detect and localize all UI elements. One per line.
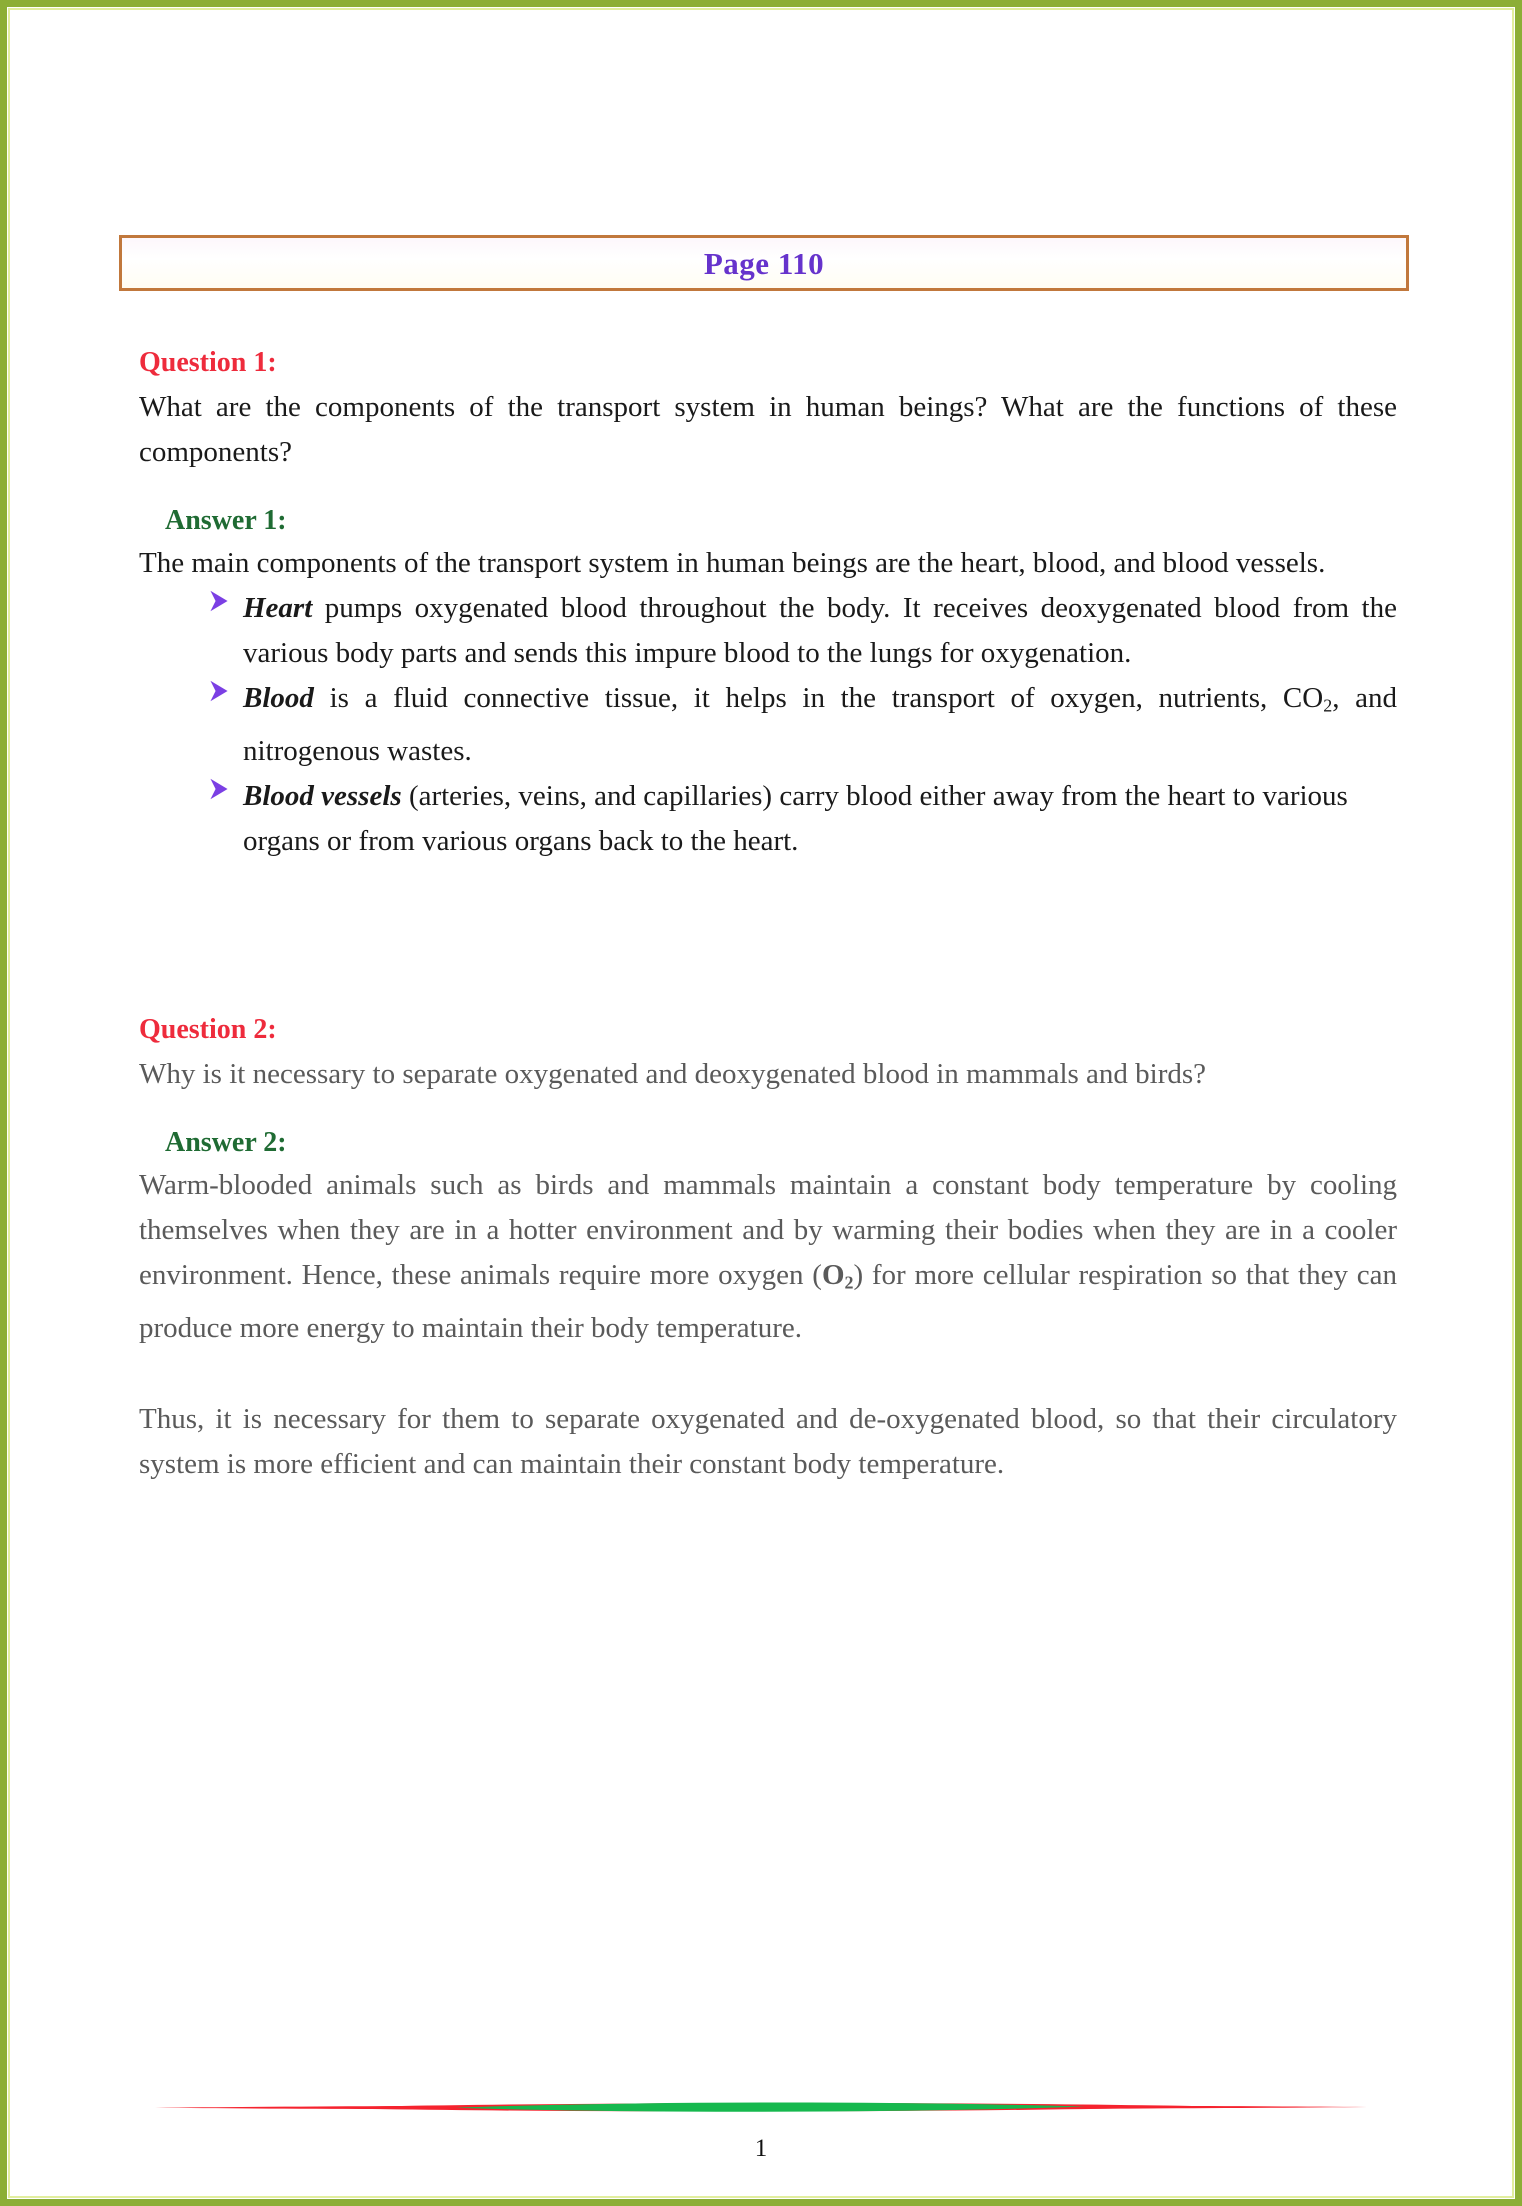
spacer [139, 1351, 1397, 1397]
bullet-1-lead: Heart [243, 592, 313, 625]
qa-section-2 [139, 1014, 1397, 1487]
list-item [207, 586, 1397, 676]
bullet-2-subscript: 2 [1323, 695, 1333, 716]
page-number: 1 [754, 2135, 768, 2162]
bullet-3-lead: Blood vessels [243, 779, 402, 812]
bullet-2-lead: Blood [243, 682, 314, 715]
list-item [207, 676, 1397, 773]
answer-1-heading: Answer 1: [165, 505, 287, 537]
page-title: Page 110 [703, 245, 825, 281]
arrow-bullet-icon [207, 775, 235, 809]
arrow-bullet-icon [207, 587, 235, 621]
lens-divider-ornament-icon [155, 2094, 1367, 2120]
page-footer [7, 2094, 1515, 2161]
bullet-2-text-after: , and nitrogenous wastes. [243, 682, 1397, 767]
document-content [139, 347, 1397, 1487]
bullet-3-text: (arteries, veins, and capillaries) carry blood either away from the heart to various organs or from various organs back to the heart. [243, 779, 1348, 857]
answer-2-heading: Answer 2: [165, 1127, 287, 1159]
answer-2-formula-o: O [821, 1259, 845, 1292]
question-1-heading: Question 1: [139, 347, 277, 378]
bullet-1-text: pumps oxygenated blood throughout the body. It receives deoxygenated blood from the various body parts and sends this impure blood to the lungs for oxygenation. [243, 592, 1397, 670]
answer-2-formula-subscript: 2 [844, 1272, 854, 1293]
section-spacer [139, 864, 1397, 1014]
page-header-banner [119, 235, 1409, 291]
question-2-heading: Question 2: [139, 1013, 277, 1045]
bullet-2-text-before: is a fluid connective tissue, it helps in the transport of oxygen, nutrients, CO [313, 682, 1324, 715]
answer-2-paragraph-2: Thus, it is necessary for them to separate oxygenated and de-oxygenated blood, so that their circulatory system is more efficient and can maintain their constant body temperature. [139, 1402, 1397, 1480]
question-1-text: What are the components of the transport system in human beings? What are the functions of these components? [139, 391, 1397, 469]
answer-2-paragraph-1-part-1: Warm-blooded animals such as birds and mammals maintain a constant body temperature by cooling themselves when they are in a hotter environment and by warming their bodies when they are in a cooler environment. Hence, these animals require more oxygen ( [139, 1169, 1397, 1292]
spacer [139, 475, 1397, 505]
answer-2-paragraph-1-part-2: ) for more cellular respiration so that they can produce more energy to maintain their body temperature. [139, 1259, 1397, 1344]
list-item [207, 774, 1397, 864]
answer-2-paragraph-1 [139, 1163, 1397, 1350]
answer-1-bullet-list [139, 586, 1397, 863]
page-sheet [7, 7, 1515, 2199]
spacer [139, 1097, 1397, 1127]
question-2-text: Why is it necessary to separate oxygenated and deoxygenated blood in mammals and birds? [139, 1058, 1207, 1091]
answer-1-intro: The main components of the transport system in human beings are the heart, blood, and blood vessels. [139, 547, 1326, 580]
qa-section-1 [139, 347, 1397, 864]
arrow-bullet-icon [207, 677, 235, 711]
